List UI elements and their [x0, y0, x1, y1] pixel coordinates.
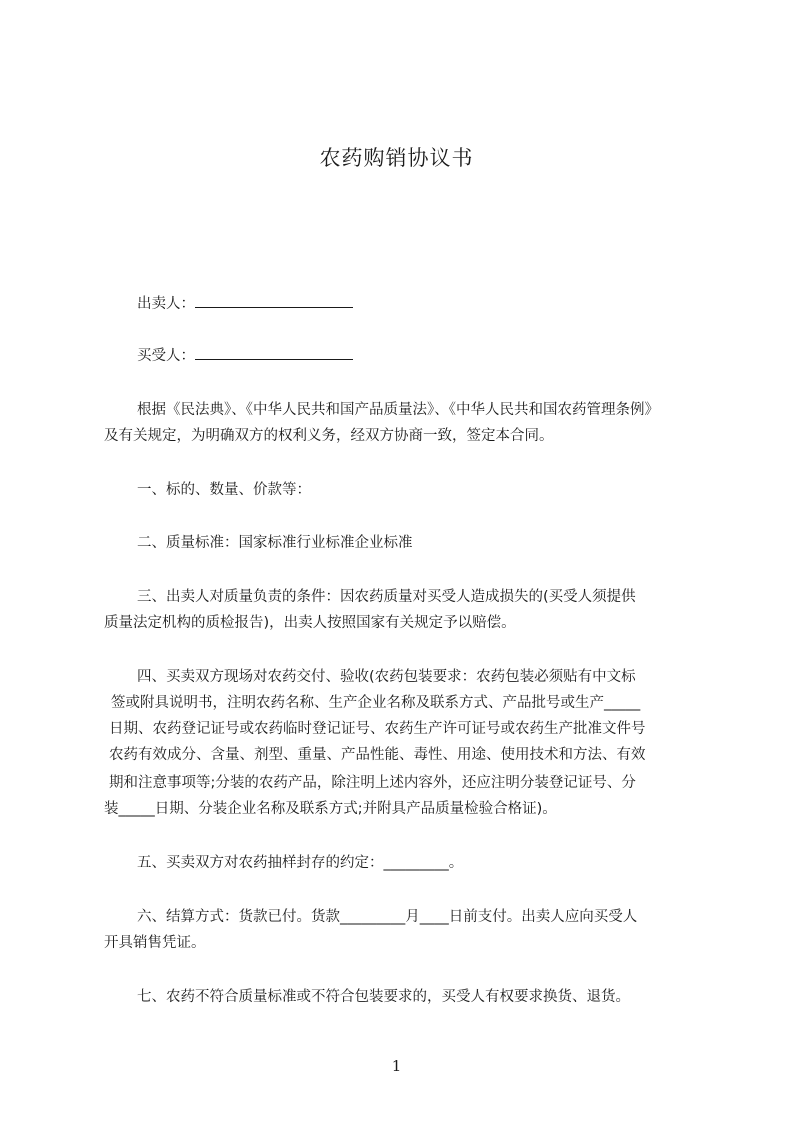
- seller-label: 出卖人：: [137, 296, 195, 312]
- clause-4-line-6: 装_____日期、分装企业名称及联系方式;并附具产品质量检验合格证)。: [104, 801, 557, 817]
- clause-6-line-2: 开具销售凭证。: [104, 935, 206, 951]
- clause-5: 五、买卖双方对农药抽样封存的约定：_________。: [137, 855, 464, 871]
- clause-4-line-4: 农药有效成分、含量、剂型、重量、产品性能、毒性、用途、使用技术和方法、有效: [109, 747, 646, 763]
- intro-line-2: 及有关规定，为明确双方的权利义务，经双方协商一致，签定本合同。: [104, 428, 554, 444]
- clause-3-line-2: 质量法定机构的质检报告)，出卖人按照国家有关规定予以赔偿。: [104, 615, 516, 631]
- seller-line: [137, 292, 353, 315]
- clause-6-line-1: 六、结算方式：货款已付。货款_________月____日前支付。出卖人应向买受人: [137, 909, 638, 925]
- clause-3-line-1: 三、出卖人对质量负责的条件：因农药质量对买受人造成损失的(买受人须提供: [137, 589, 636, 605]
- seller-blank: [195, 292, 353, 308]
- page-number: 1: [391, 1057, 402, 1075]
- clause-1: 一、标的、数量、价款等：: [137, 482, 311, 498]
- clause-4-line-5: 期和注意事项等;分装的农药产品，除注明上述内容外，还应注明分装登记证号、分: [109, 775, 636, 791]
- buyer-label: 买受人：: [137, 348, 195, 364]
- document-title: 农药购销协议书: [319, 146, 474, 170]
- clause-2: 二、质量标准：国家标准行业标准企业标准: [137, 535, 413, 551]
- clause-4-line-2: 签或附具说明书，注明农药名称、生产企业名称及联系方式、产品批号或生产_____: [111, 695, 641, 711]
- buyer-line: [137, 344, 353, 367]
- buyer-blank: [195, 344, 353, 360]
- intro-line-1: 根据《民法典》、《中华人民共和国产品质量法》、《中华人民共和国农药管理条例》: [137, 402, 659, 418]
- clause-4-line-1: 四、买卖双方现场对农药交付、验收(农药包装要求：农药包装必须贴有中文标: [137, 669, 636, 685]
- clause-4-line-3: 日期、农药登记证号或农药临时登记证号、农药生产许可证号或农药生产批准文件号: [109, 721, 646, 737]
- clause-7: 七、农药不符合质量标准或不符合包装要求的，买受人有权要求换货、退货。: [137, 989, 630, 1005]
